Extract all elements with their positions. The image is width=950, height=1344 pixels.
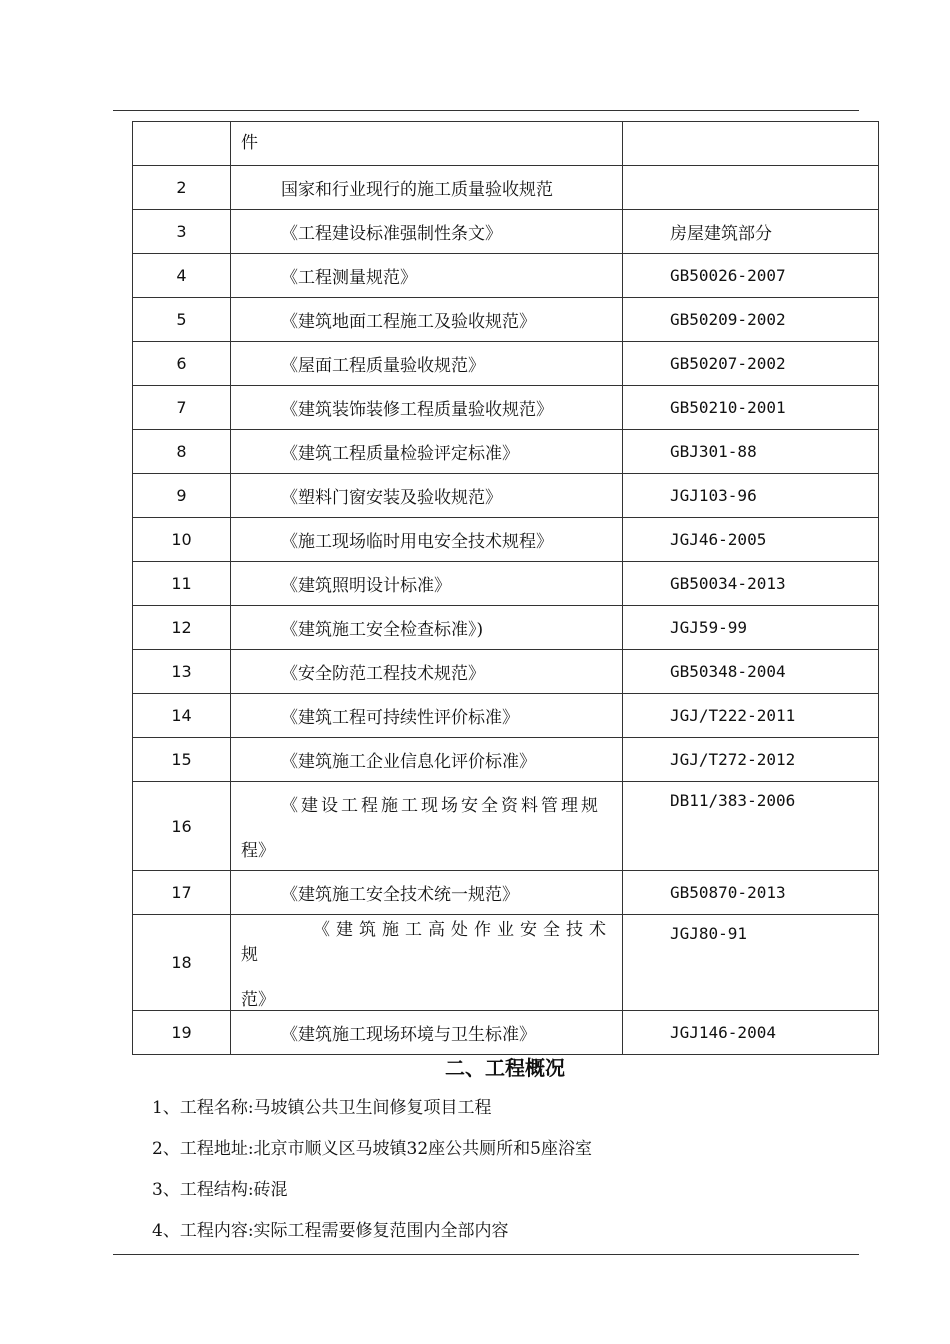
standard-code: GBJ301-88 xyxy=(623,430,879,474)
row-number: 18 xyxy=(133,915,231,1011)
standard-code: JGJ80-91 xyxy=(623,915,879,1011)
standard-code: JGJ146-2004 xyxy=(623,1011,879,1055)
standard-name xyxy=(231,915,623,1011)
table-row xyxy=(133,650,879,694)
standard-name-text: 《工程建设标准强制性条文》 xyxy=(281,224,502,244)
table-row xyxy=(133,298,879,342)
standard-name xyxy=(231,871,623,915)
standard-name-text: 《建筑施工现场环境与卫生标准》 xyxy=(281,1025,536,1045)
standard-name-text: 《安全防范工程技术规范》 xyxy=(281,664,485,684)
standard-name xyxy=(231,518,623,562)
standard-code xyxy=(623,166,879,210)
overview-item-address: 2、工程地址:北京市顺义区马坡镇32座公共厕所和5座浴室 xyxy=(152,1139,592,1159)
standard-name-text: 《建筑地面工程施工及验收规范》 xyxy=(281,312,536,332)
standard-code: GB50209-2002 xyxy=(623,298,879,342)
standard-name xyxy=(231,606,623,650)
table-row xyxy=(133,122,879,166)
row-number: 4 xyxy=(133,254,231,298)
standard-code: JGJ103-96 xyxy=(623,474,879,518)
row-number: 11 xyxy=(133,562,231,606)
table-row xyxy=(133,166,879,210)
standard-name xyxy=(231,650,623,694)
standard-name-text: 《建筑施工安全技术统一规范》 xyxy=(281,885,519,905)
standards-table xyxy=(132,121,879,1055)
table-row xyxy=(133,562,879,606)
standard-name-text: 《建筑照明设计标准》 xyxy=(281,576,451,596)
row-number: 15 xyxy=(133,738,231,782)
standard-name-text: 《塑料门窗安装及验收规范》 xyxy=(281,488,502,508)
standard-name xyxy=(231,386,623,430)
table-row xyxy=(133,606,879,650)
standard-code: GB50348-2004 xyxy=(623,650,879,694)
standard-name-text: 《建筑施工安全检查标准》) xyxy=(281,620,484,640)
row-number: 3 xyxy=(133,210,231,254)
standard-name xyxy=(231,254,623,298)
standard-name-text: 《建筑施工高处作业安全技术规 xyxy=(241,920,612,965)
row-number: 19 xyxy=(133,1011,231,1055)
footer-rule xyxy=(113,1254,859,1255)
section-heading: 二、工程概况 xyxy=(445,1056,565,1080)
table-row xyxy=(133,386,879,430)
row-number: 6 xyxy=(133,342,231,386)
table-row xyxy=(133,342,879,386)
overview-item-structure: 3、工程结构:砖混 xyxy=(152,1180,288,1200)
standard-name xyxy=(231,738,623,782)
row-number: 9 xyxy=(133,474,231,518)
standard-code: 房屋建筑部分 xyxy=(623,210,879,254)
standard-name xyxy=(231,210,623,254)
standard-name xyxy=(231,166,623,210)
standard-name-text: 《建筑工程质量检验评定标准》 xyxy=(281,444,519,464)
standard-name xyxy=(231,298,623,342)
standard-code: JGJ46-2005 xyxy=(623,518,879,562)
standard-name-text: 《建设工程施工现场安全资料管理规 xyxy=(281,796,601,816)
row-number: 5 xyxy=(133,298,231,342)
standard-code: GB50034-2013 xyxy=(623,562,879,606)
standard-code: GB50207-2002 xyxy=(623,342,879,386)
standard-code: GB50026-2007 xyxy=(623,254,879,298)
standard-name-text: 《建筑工程可持续性评价标准》 xyxy=(281,708,519,728)
table-row xyxy=(133,210,879,254)
standard-name xyxy=(231,562,623,606)
standard-name-text: 《建筑装饰装修工程质量验收规范》 xyxy=(281,400,553,420)
standard-code: DB11/383-2006 xyxy=(623,782,879,871)
standard-name-continuation: 程》 xyxy=(241,841,275,861)
row-number: 14 xyxy=(133,694,231,738)
row-number: 17 xyxy=(133,871,231,915)
overview-list xyxy=(152,1096,592,1260)
table-row xyxy=(133,1011,879,1055)
row-number xyxy=(133,122,231,166)
table-row xyxy=(133,430,879,474)
standard-name xyxy=(231,474,623,518)
standard-name xyxy=(231,1011,623,1055)
row-number: 12 xyxy=(133,606,231,650)
standard-code: GB50210-2001 xyxy=(623,386,879,430)
standard-name-text: 《施工现场临时用电安全技术规程》 xyxy=(281,532,553,552)
standard-name-continuation: 范》 xyxy=(241,990,275,1010)
overview-item-name: 1、工程名称:马坡镇公共卫生间修复项目工程 xyxy=(152,1098,492,1118)
standard-name xyxy=(231,782,623,871)
row-number: 8 xyxy=(133,430,231,474)
table-row xyxy=(133,474,879,518)
standard-code: JGJ/T222-2011 xyxy=(623,694,879,738)
standard-name xyxy=(231,430,623,474)
table-row xyxy=(133,871,879,915)
standard-name-text: 国家和行业现行的施工质量验收规范 xyxy=(281,180,553,200)
table-row xyxy=(133,915,879,1011)
row-number: 10 xyxy=(133,518,231,562)
row-number: 13 xyxy=(133,650,231,694)
table-row xyxy=(133,254,879,298)
header-rule xyxy=(113,110,859,111)
table-row xyxy=(133,738,879,782)
standard-name xyxy=(231,342,623,386)
overview-item-content: 4、工程内容:实际工程需要修复范围内全部内容 xyxy=(152,1221,509,1241)
standard-code: JGJ/T272-2012 xyxy=(623,738,879,782)
table-row xyxy=(133,782,879,871)
standard-code: GB50870-2013 xyxy=(623,871,879,915)
standard-code xyxy=(623,122,879,166)
row-number: 16 xyxy=(133,782,231,871)
row-number: 7 xyxy=(133,386,231,430)
standard-name xyxy=(231,694,623,738)
table-row xyxy=(133,694,879,738)
standard-name-text: 《屋面工程质量验收规范》 xyxy=(281,356,485,376)
standard-name-text: 《工程测量规范》 xyxy=(281,268,417,288)
standard-name-text: 《建筑施工企业信息化评价标准》 xyxy=(281,752,536,772)
standard-name: 件 xyxy=(231,122,623,166)
row-number: 2 xyxy=(133,166,231,210)
table-row xyxy=(133,518,879,562)
standard-code: JGJ59-99 xyxy=(623,606,879,650)
